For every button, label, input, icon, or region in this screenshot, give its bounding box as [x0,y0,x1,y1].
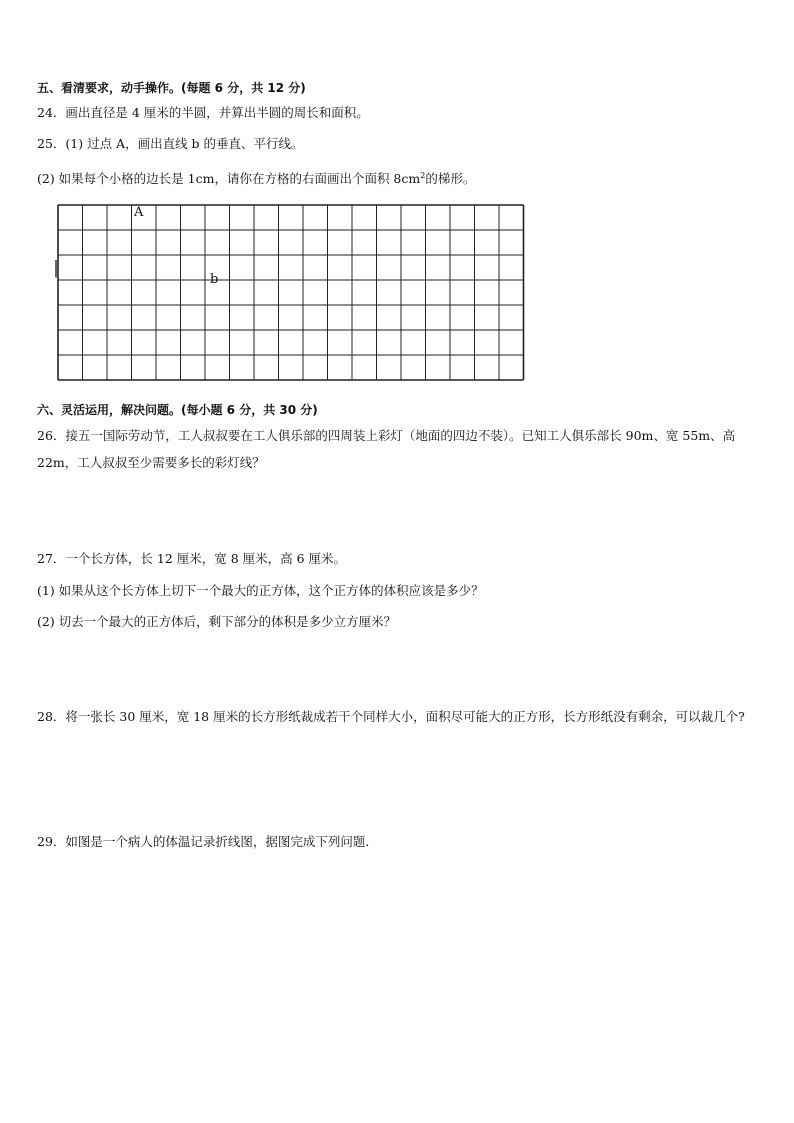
question-29: 29．如图是一个病人的体温记录折线图，据图完成下列问题． [37,834,378,849]
square-grid [30,200,530,386]
section-5-heading: 五、看清要求，动手操作。(每题 6 分，共 12 分) [37,81,306,95]
square-superscript: 2 [420,171,426,180]
question-28: 28．将一张长 30 厘米，宽 18 厘米的长方形纸裁成若干个同样大小，面积尽可能大的正方形，长方形纸没有剩余，可以裁几个? [37,709,745,724]
question-25-part-1: 25．(1) 过点 A，画出直线 b 的垂直、平行线。 [37,136,304,151]
square-grid-figure[interactable] [30,200,530,386]
line-b-label: b [210,272,219,287]
question-25-part-2-end: 的梯形。 [425,171,476,187]
question-27-part-1: (1) 如果从这个长方体上切下一个最大的正方体，这个正方体的体积应该是多少？ [37,583,484,598]
question-27: 27．一个长方体，长 12 厘米，宽 8 厘米，高 6 厘米。 [37,551,347,566]
question-25-part-2-text: (2) 如果每个小格的边长是 1cm，请你在方格的右面画出个面积 8cm [37,171,421,187]
section-6-heading: 六、灵活运用，解决问题。(每小题 6 分，共 30 分) [37,403,318,417]
question-27-part-2: (2) 切去一个最大的正方体后，剩下部分的体积是多少立方厘米？ [37,614,397,629]
question-24: 24．画出直径是 4 厘米的半圆，并算出半圆的周长和面积。 [37,105,369,120]
question-26: 26．接五一国际劳动节，工人叔叔要在工人俱乐部的四周装上彩灯（地面的四边不装）。已知工人俱乐部长 90m、宽 55m、高 22m，工人叔叔至少需要多长的彩灯线？ [37,428,736,470]
point-a-label: A [134,205,144,220]
question-25-part-2 [37,168,475,187]
